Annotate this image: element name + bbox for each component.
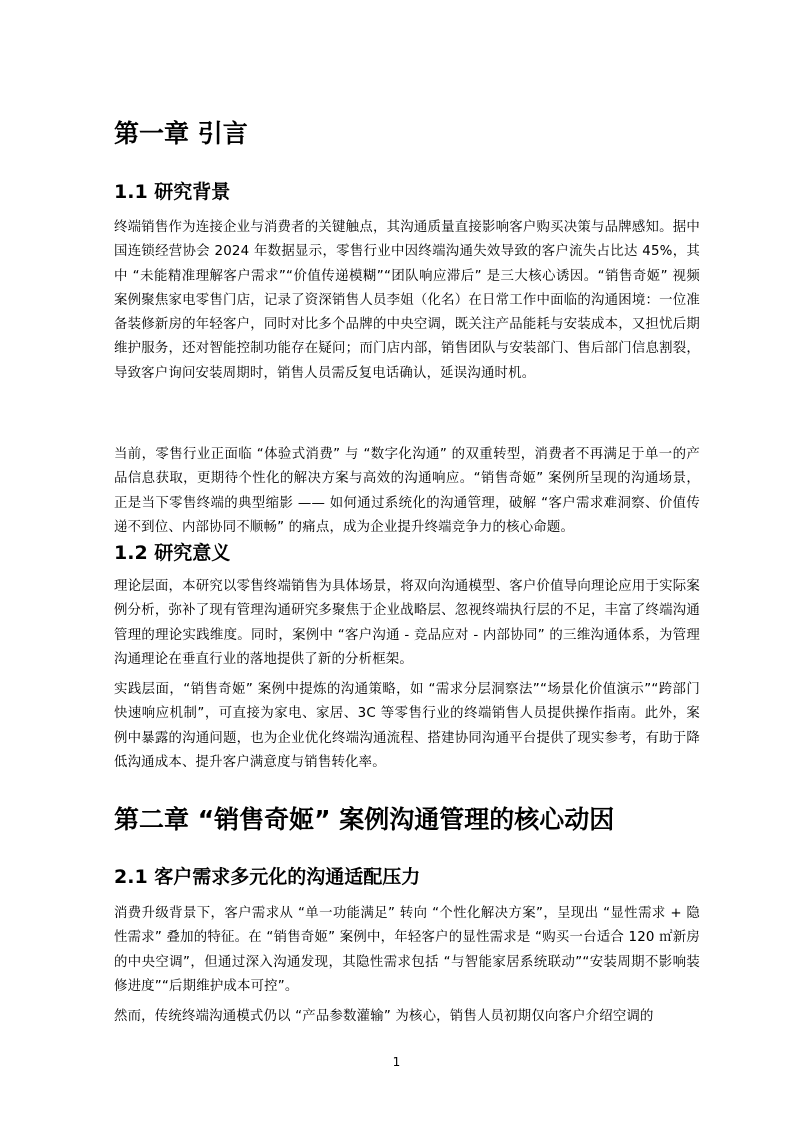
section-1-1-paragraph-2: 当前，零售行业正面临 “体验式消费” 与 “数字化沟通” 的双重转型，消费者不再满足于单一的产品信息获取，更期待个性化的解决方案与高效的沟通响应。“销售奇姬” 案例所呈现的沟通场景，正是当下零售终端的典型缩影 —— 如何通过系统化的沟通管理，破解 “客户需求难洞察、价值传递不到位、内部协同不顺畅” 的痛点，成为企业提升终端竞争力的核心命题。 — [114, 447, 700, 535]
chapter-1-title: 第一章 引言 — [114, 119, 248, 148]
page-number: 1 — [392, 1055, 401, 1069]
section-1-2-heading: 1.2 研究意义 — [114, 542, 231, 564]
section-1-1-paragraph-1: 终端销售作为连接企业与消费者的关键触点，其沟通质量直接影响客户购买决策与品牌感知。据中国连锁经营协会 2024 年数据显示，零售行业中因终端沟通失效导致的客户流失占比达 45%，其中 “未能精准理解客户需求”“价值传递模糊”“团队响应滞后” 是三大核心诱因。“销售奇姬” 视频案例聚焦家电零售门店，记录了资深销售人员李姐（化名）在日常工作中面临的沟通困境：一位准备装修新房的年轻客户，同时对比多个品牌的中央空调，既关注产品能耗与安装成本，又担忧后期维护服务，还对智能控制功能存在疑问；而门店内部，销售团队与安装部门、售后部门信息割裂，导致客户询问安装周期时，销售人员需反复电话确认，延误沟通时机。 — [114, 220, 700, 381]
section-1-1-heading: 1.1 研究背景 — [114, 181, 231, 203]
section-1-2-paragraph-1: 理论层面，本研究以零售终端销售为具体场景，将双向沟通模型、客户价值导向理论应用于实际案例分析，弥补了现有管理沟通研究多聚焦于企业战略层、忽视终端执行层的不足，丰富了终端沟通管理的理论实践维度。同时，案例中 “客户沟通 - 竞品应对 - 内部协同” 的三维沟通体系，为管理沟通理论在垂直行业的落地提供了新的分析框架。 — [114, 579, 700, 667]
section-2-1-paragraph-2: 然而，传统终端沟通模式仍以 “产品参数灌输” 为核心，销售人员初期仅向客户介绍空调的 — [114, 1009, 654, 1024]
section-2-1-heading: 2.1 客户需求多元化的沟通适配压力 — [114, 866, 421, 888]
chapter-2-title: 第二章 “销售奇姬” 案例沟通管理的核心动因 — [114, 805, 615, 834]
section-2-1-paragraph-1: 消费升级背景下，客户需求从 “单一功能满足” 转向 “个性化解决方案”，呈现出 “显性需求 + 隐性需求” 叠加的特征。在 “销售奇姬” 案例中，年轻客户的显性需求是 “购买一台适合 120 ㎡新房的中央空调”，但通过深入沟通发现，其隐性需求包括 “与智能家居系统联动”“安装周期不影响装修进度”“后期维护成本可控”。 — [114, 906, 700, 994]
section-1-2-paragraph-2: 实践层面，“销售奇姬” 案例中提炼的沟通策略，如 “需求分层洞察法”“场景化价值演示”“跨部门快速响应机制”，可直接为家电、家居、3C 等零售行业的终端销售人员提供操作指南。此外，案例中暴露的沟通问题，也为企业优化终端沟通流程、搭建协同沟通平台提供了现实参考，有助于降低沟通成本、提升客户满意度与销售转化率。 — [114, 682, 700, 770]
